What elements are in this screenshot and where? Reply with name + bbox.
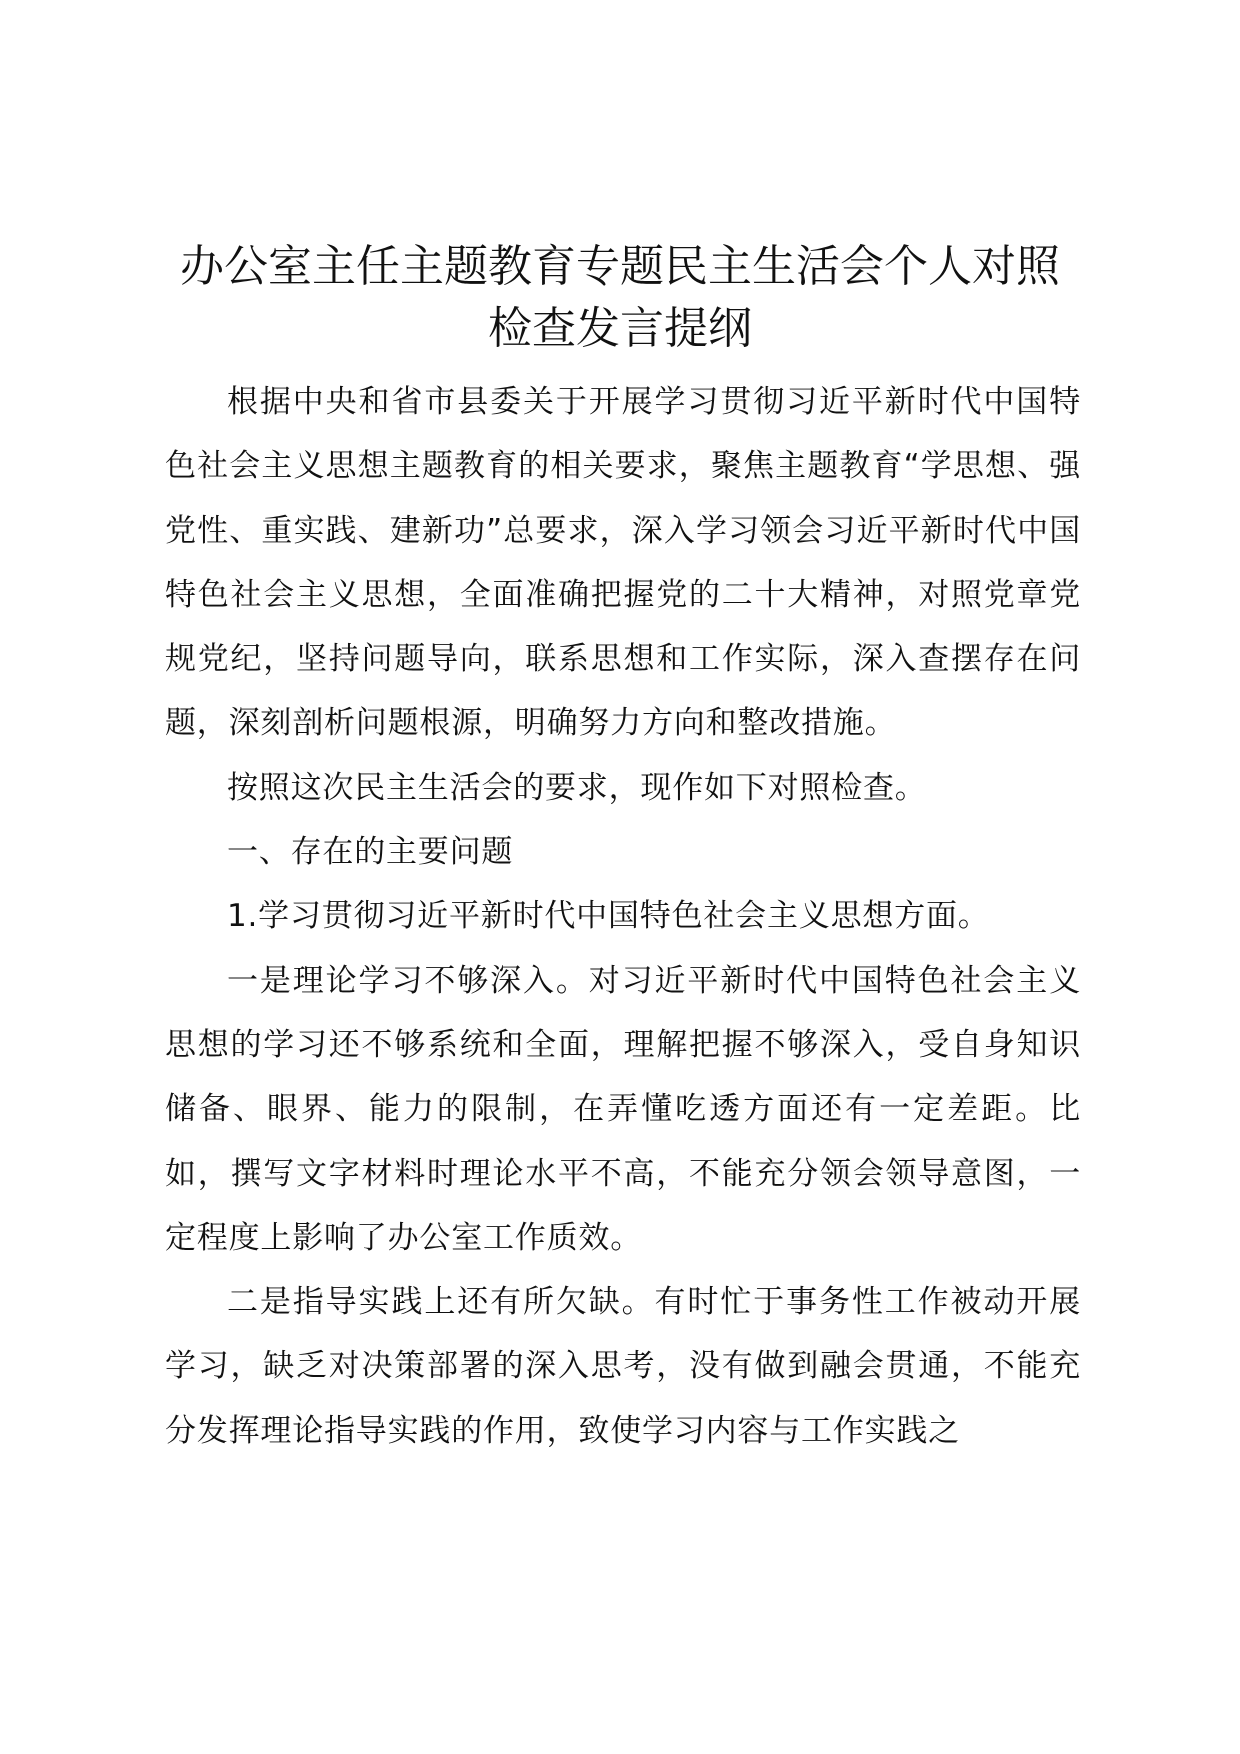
section-heading: 一、存在的主要问题 <box>227 834 514 871</box>
problem-paragraph-1: 一是理论学习不够深入。对习近平新时代中国特色社会主义思想的学习还不够系统和全面，理解把握不够深入，受自身知识储备、眼界、能力的限制，在弄懂吃透方面还有一定差距。比如，撰写文字材料时理论水平不高，不能充分领会领导意图，一定程度上影响了办公室工作质效。 <box>165 962 1081 1256</box>
problem-paragraph-2: 二是指导实践上还有所欠缺。有时忙于事务性工作被动开展学习，缺乏对决策部署的深入思考，没有做到融会贯通，不能充分发挥理论指导实践的作用，致使学习内容与工作实践之 <box>165 1284 1081 1449</box>
document-title <box>150 236 1090 360</box>
subsection-heading: 1.学习贯彻习近平新时代中国特色社会主义思想方面。 <box>227 898 990 935</box>
document-body <box>165 370 1081 1463</box>
intro-paragraph: 根据中央和省市县委关于开展学习贯彻习近平新时代中国特色社会主义思想主题教育的相关要求，聚焦主题教育“学思想、强党性、重实践、建新功”总要求，深入学习领会习近平新时代中国特色社会主义思想，全面准确把握党的二十大精神，对照党章党规党纪，坚持问题导向，联系思想和工作实际，深入查摆存在问题，深刻剖析问题根源，明确努力方向和整改措施。 <box>165 384 1081 742</box>
document-title-line-1: 办公室主任主题教育专题民主生活会个人对照 <box>180 241 1060 292</box>
document-title-line-2: 检查发言提纲 <box>488 303 752 354</box>
transition-paragraph: 按照这次民主生活会的要求，现作如下对照检查。 <box>227 769 927 806</box>
